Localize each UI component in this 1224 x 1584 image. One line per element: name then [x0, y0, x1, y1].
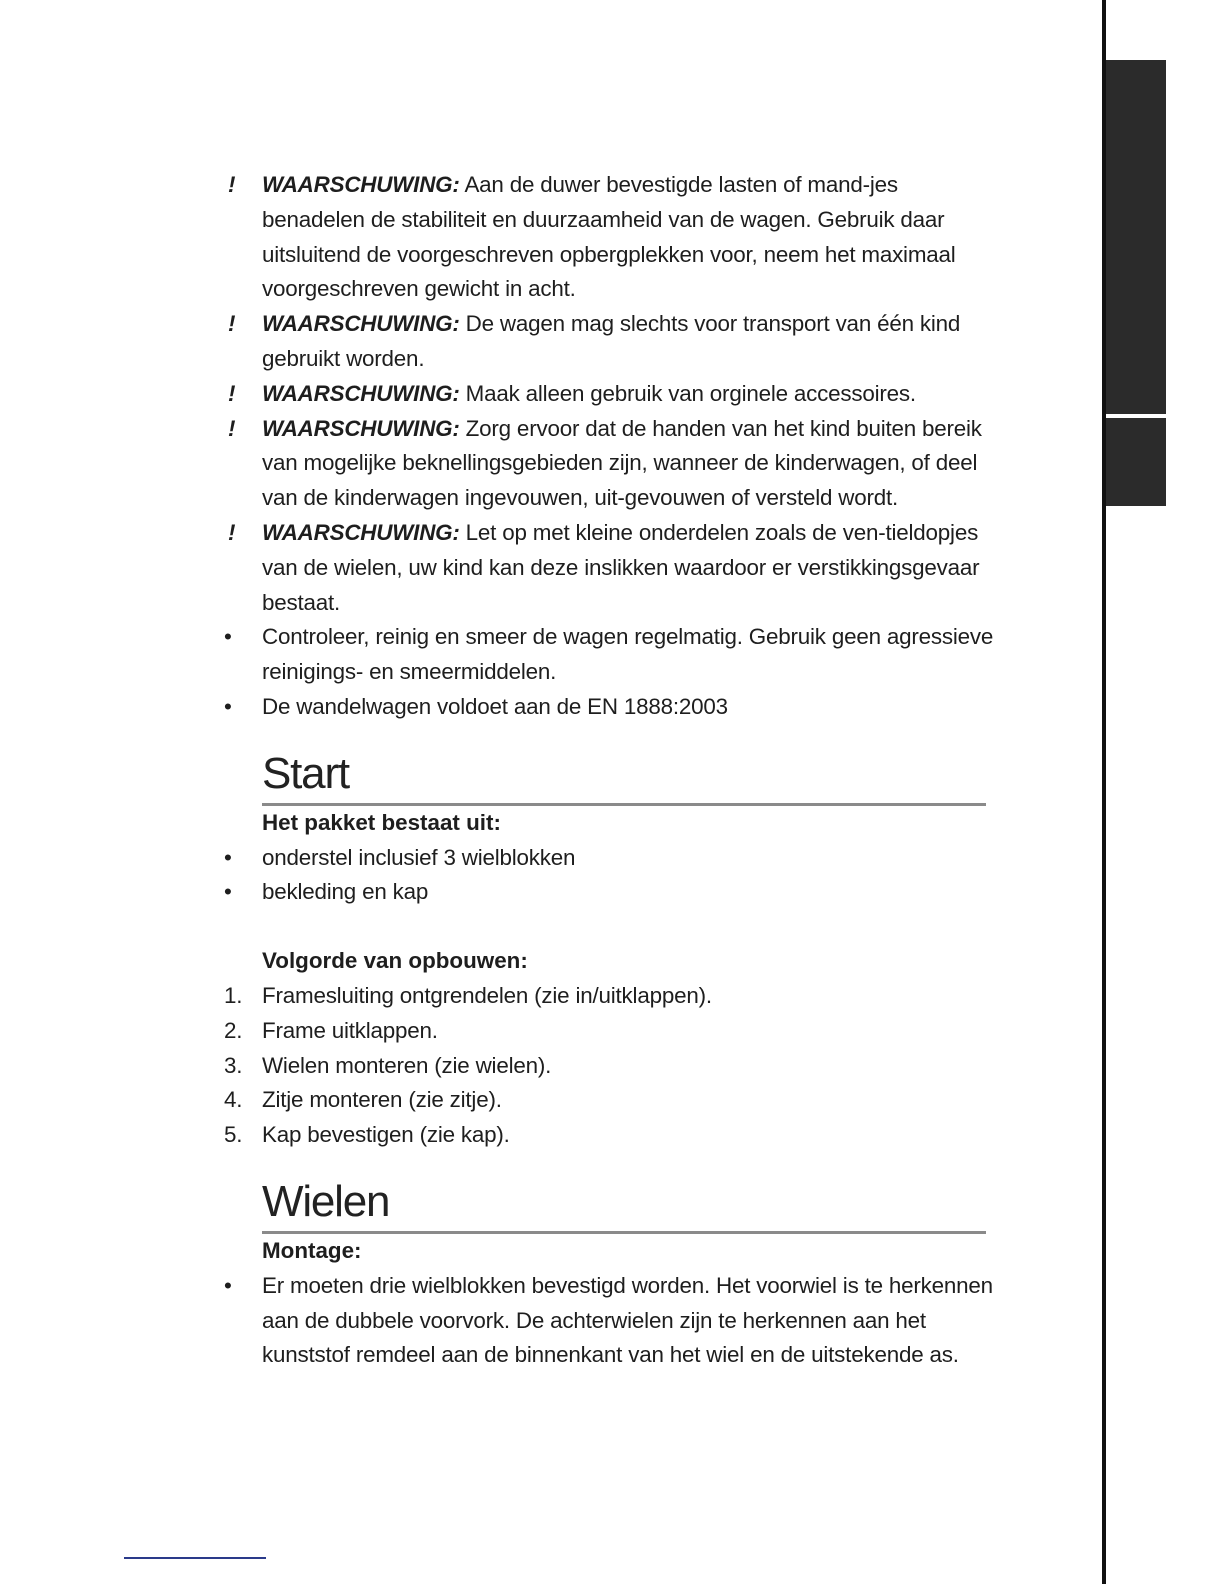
step-number: 4.: [224, 1087, 243, 1113]
step-text: Wielen monteren (zie wielen).: [262, 1052, 552, 1078]
warning-icon: !: [228, 380, 236, 406]
list-item-text: bekleding en kap: [262, 879, 429, 905]
step-number: 3.: [224, 1052, 243, 1078]
package-heading: Het pakket bestaat uit:: [262, 809, 501, 835]
numbered-item: [224, 1014, 1004, 1049]
warning-text: Maak alleen gebruik van orginele accessoires.: [459, 380, 916, 406]
warning-label: WAARSCHUWING:: [262, 415, 460, 441]
list-item-text: onderstel inclusief 3 wielblokken: [262, 844, 576, 870]
warning-label: WAARSCHUWING:: [262, 519, 460, 545]
package-list: [224, 841, 1004, 911]
montage-list: [224, 1269, 1004, 1373]
warnings-list: [224, 168, 1004, 620]
list-item-text: Er moeten drie wielblokken bevestigd worden. Het voorwiel is te herkennen aan de dubbele voorvork. De achterwielen zijn te herkennen aan het kunststof remdeel aan de binnenkant van het wiel en de uitstekende as.: [262, 1272, 993, 1368]
order-heading: Volgorde van opbouwen:: [262, 948, 528, 974]
warning-text: Zorg ervoor dat de handen van het kind buiten bereik van mogelijke beknellingsgebieden zijn, wanneer de kinderwagen, of deel van de kinderwagen ingevouwen, uit-gevouwen of versteld wordt.: [262, 415, 982, 511]
numbered-item: [224, 979, 1004, 1014]
chapter-tab-marker-lower: [1106, 418, 1166, 506]
list-item: [224, 620, 1004, 690]
warning-icon: !: [228, 172, 236, 197]
list-item: [224, 1269, 1004, 1373]
warning-label: WAARSCHUWING:: [262, 380, 460, 406]
warning-item: [224, 168, 1004, 307]
list-item: [224, 841, 1004, 876]
order-list: [224, 979, 1004, 1153]
bullet-icon: •: [224, 879, 232, 905]
section-title-start: Start: [262, 749, 986, 806]
bullet-icon: •: [224, 1272, 232, 1298]
chapter-tab-marker: [1106, 60, 1166, 414]
warning-icon: !: [228, 519, 236, 545]
footer-line: [124, 1557, 266, 1559]
start-section-header: [262, 749, 986, 806]
warning-icon: !: [228, 311, 236, 337]
step-text: Kap bevestigen (zie kap).: [262, 1122, 510, 1148]
bullet-icon: •: [224, 693, 232, 719]
step-text: Framesluiting ontgrendelen (zie in/uitklappen).: [262, 982, 712, 1008]
spacer: [224, 910, 1004, 944]
montage-heading: Montage:: [262, 1237, 362, 1263]
warning-item: [224, 516, 1004, 620]
step-text: Frame uitklappen.: [262, 1017, 438, 1043]
list-item-text: Controleer, reinig en smeer de wagen regelmatig. Gebruik geen agressieve reinigings- en smeermiddelen.: [262, 624, 994, 685]
list-item: [224, 690, 1004, 725]
wielen-section-header: [262, 1177, 986, 1234]
warning-icon: !: [228, 415, 236, 441]
section-title-wielen: Wielen: [262, 1177, 986, 1234]
page-content: [224, 168, 1004, 1373]
step-text: Zitje monteren (zie zitje).: [262, 1087, 502, 1113]
warning-text: De wagen mag slechts voor transport van één kind gebruikt worden.: [262, 311, 961, 371]
step-number: 1.: [224, 982, 243, 1008]
warning-item: [224, 377, 1004, 412]
step-number: 5.: [224, 1122, 243, 1148]
list-item: [224, 875, 1004, 910]
bullet-icon: •: [224, 624, 232, 650]
warning-label: WAARSCHUWING:: [262, 172, 460, 197]
warning-item: [224, 307, 1004, 377]
general-bullets: [224, 620, 1004, 724]
warning-item: [224, 412, 1004, 516]
warning-text: Aan de duwer bevestigde lasten of mand-jes benadelen de stabiliteit en duurzaamheid van de wagen. Gebruik daar uitsluitend de voorgeschreven opbergplekken voor, neem het maximaal voorgeschreven gewicht in acht.: [262, 172, 956, 302]
list-item-text: De wandelwagen voldoet aan de EN 1888:2003: [262, 693, 728, 719]
step-number: 2.: [224, 1017, 243, 1043]
numbered-item: [224, 1118, 1004, 1153]
bullet-icon: •: [224, 844, 232, 870]
warning-text: Let op met kleine onderdelen zoals de ven-tieldopjes van de wielen, uw kind kan deze inslikken waardoor er verstikkingsgevaar bestaat.: [262, 519, 980, 615]
numbered-item: [224, 1049, 1004, 1084]
warning-label: WAARSCHUWING:: [262, 311, 460, 337]
numbered-item: [224, 1083, 1004, 1118]
